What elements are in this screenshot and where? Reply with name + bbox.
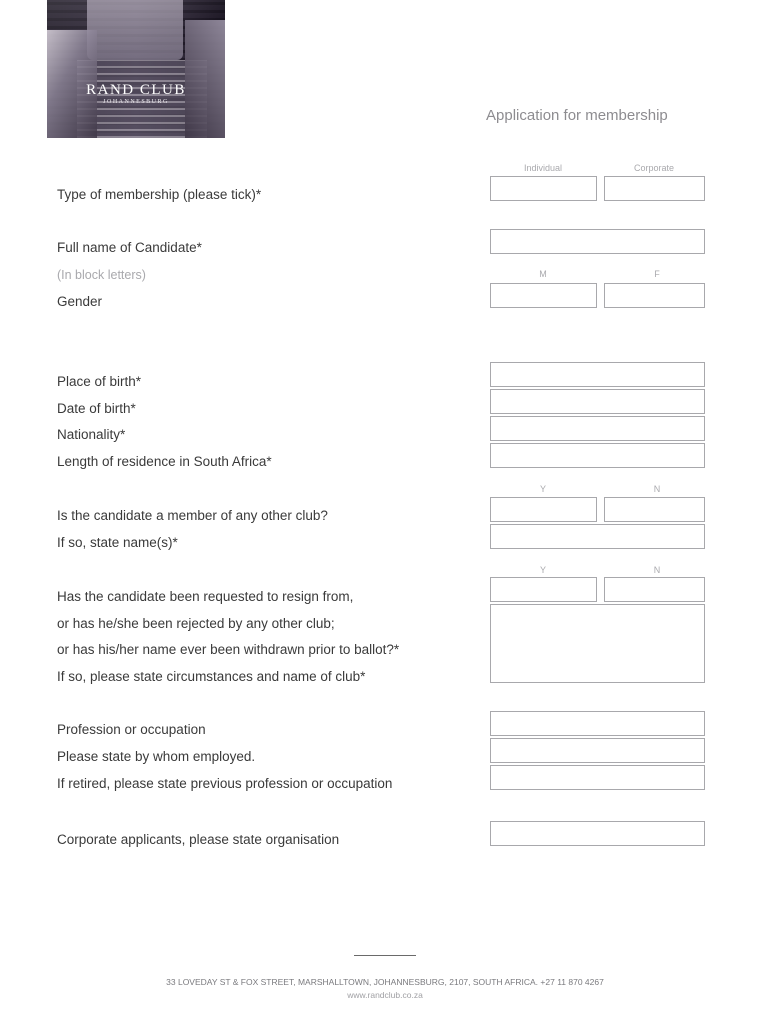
- corporate-organisation-field[interactable]: [490, 821, 705, 846]
- gender-f-header: F: [654, 269, 660, 279]
- other-club-question: Is the candidate a member of any other club?: [57, 508, 328, 523]
- rejected-line-3: or has his/her name ever been withdrawn prior to ballot?*: [57, 642, 400, 657]
- rejected-line-4: If so, please state circumstances and name of club*: [57, 669, 366, 684]
- residence-label: Length of residence in South Africa*: [57, 454, 272, 469]
- profession-field[interactable]: [490, 711, 705, 736]
- rand-club-logo: [47, 0, 225, 138]
- individual-checkbox[interactable]: [490, 176, 597, 201]
- footer-divider: [354, 955, 416, 956]
- logo-location: JOHANNESBURG: [103, 99, 169, 105]
- nationality-field[interactable]: [490, 416, 705, 441]
- rejected-circumstances-field[interactable]: [490, 604, 705, 683]
- rejected-no-checkbox[interactable]: [604, 577, 705, 602]
- other-club-no-header: N: [653, 484, 661, 494]
- corporate-checkbox[interactable]: [604, 176, 705, 201]
- other-club-yes-header: Y: [539, 484, 546, 494]
- employer-label: Please state by whom employed.: [57, 749, 256, 764]
- full-name-hint: (In block letters): [57, 268, 146, 282]
- individual-header: Individual: [523, 163, 563, 173]
- place-of-birth-field[interactable]: [490, 362, 705, 387]
- page-title: Application for membership: [486, 107, 668, 124]
- footer-website[interactable]: www.randclub.co.za: [347, 990, 423, 1000]
- other-club-no-checkbox[interactable]: [604, 497, 705, 522]
- other-club-names-field[interactable]: [490, 524, 705, 549]
- residence-field[interactable]: [490, 443, 705, 468]
- full-name-label: Full name of Candidate*: [57, 240, 202, 255]
- other-club-names-label: If so, state name(s)*: [57, 535, 178, 550]
- footer-address: 33 LOVEDAY ST & FOX STREET, MARSHALLTOWN, JOHANNESBURG, 2107, SOUTH AFRICA. +27 11 870 4267: [166, 977, 604, 987]
- retired-field[interactable]: [490, 765, 705, 790]
- rejected-no-header: N: [653, 565, 661, 575]
- logo-right-railing: [185, 20, 225, 138]
- gender-label: Gender: [57, 294, 103, 309]
- corporate-header: Corporate: [633, 163, 675, 173]
- logo-arch: [87, 0, 183, 60]
- profession-label: Profession or occupation: [57, 722, 206, 737]
- rejected-line-2: or has he/she been rejected by any other club;: [57, 616, 335, 631]
- date-of-birth-label: Date of birth*: [57, 401, 136, 416]
- nationality-label: Nationality*: [57, 427, 126, 442]
- rejected-yes-header: Y: [539, 565, 546, 575]
- date-of-birth-field[interactable]: [490, 389, 705, 414]
- place-of-birth-label: Place of birth*: [57, 374, 142, 389]
- gender-f-checkbox[interactable]: [604, 283, 705, 308]
- membership-type-label: Type of membership (please tick)*: [57, 187, 262, 202]
- rejected-line-1: Has the candidate been requested to resign from,: [57, 589, 354, 604]
- rejected-yes-checkbox[interactable]: [490, 577, 597, 602]
- corporate-organisation-label: Corporate applicants, please state organisation: [57, 832, 340, 847]
- employer-field[interactable]: [490, 738, 705, 763]
- full-name-field[interactable]: [490, 229, 705, 254]
- gender-m-checkbox[interactable]: [490, 283, 597, 308]
- logo-name: RAND CLUB: [86, 82, 186, 98]
- gender-m-header: M: [539, 269, 547, 279]
- other-club-yes-checkbox[interactable]: [490, 497, 597, 522]
- retired-label: If retired, please state previous profession or occupation: [57, 776, 393, 791]
